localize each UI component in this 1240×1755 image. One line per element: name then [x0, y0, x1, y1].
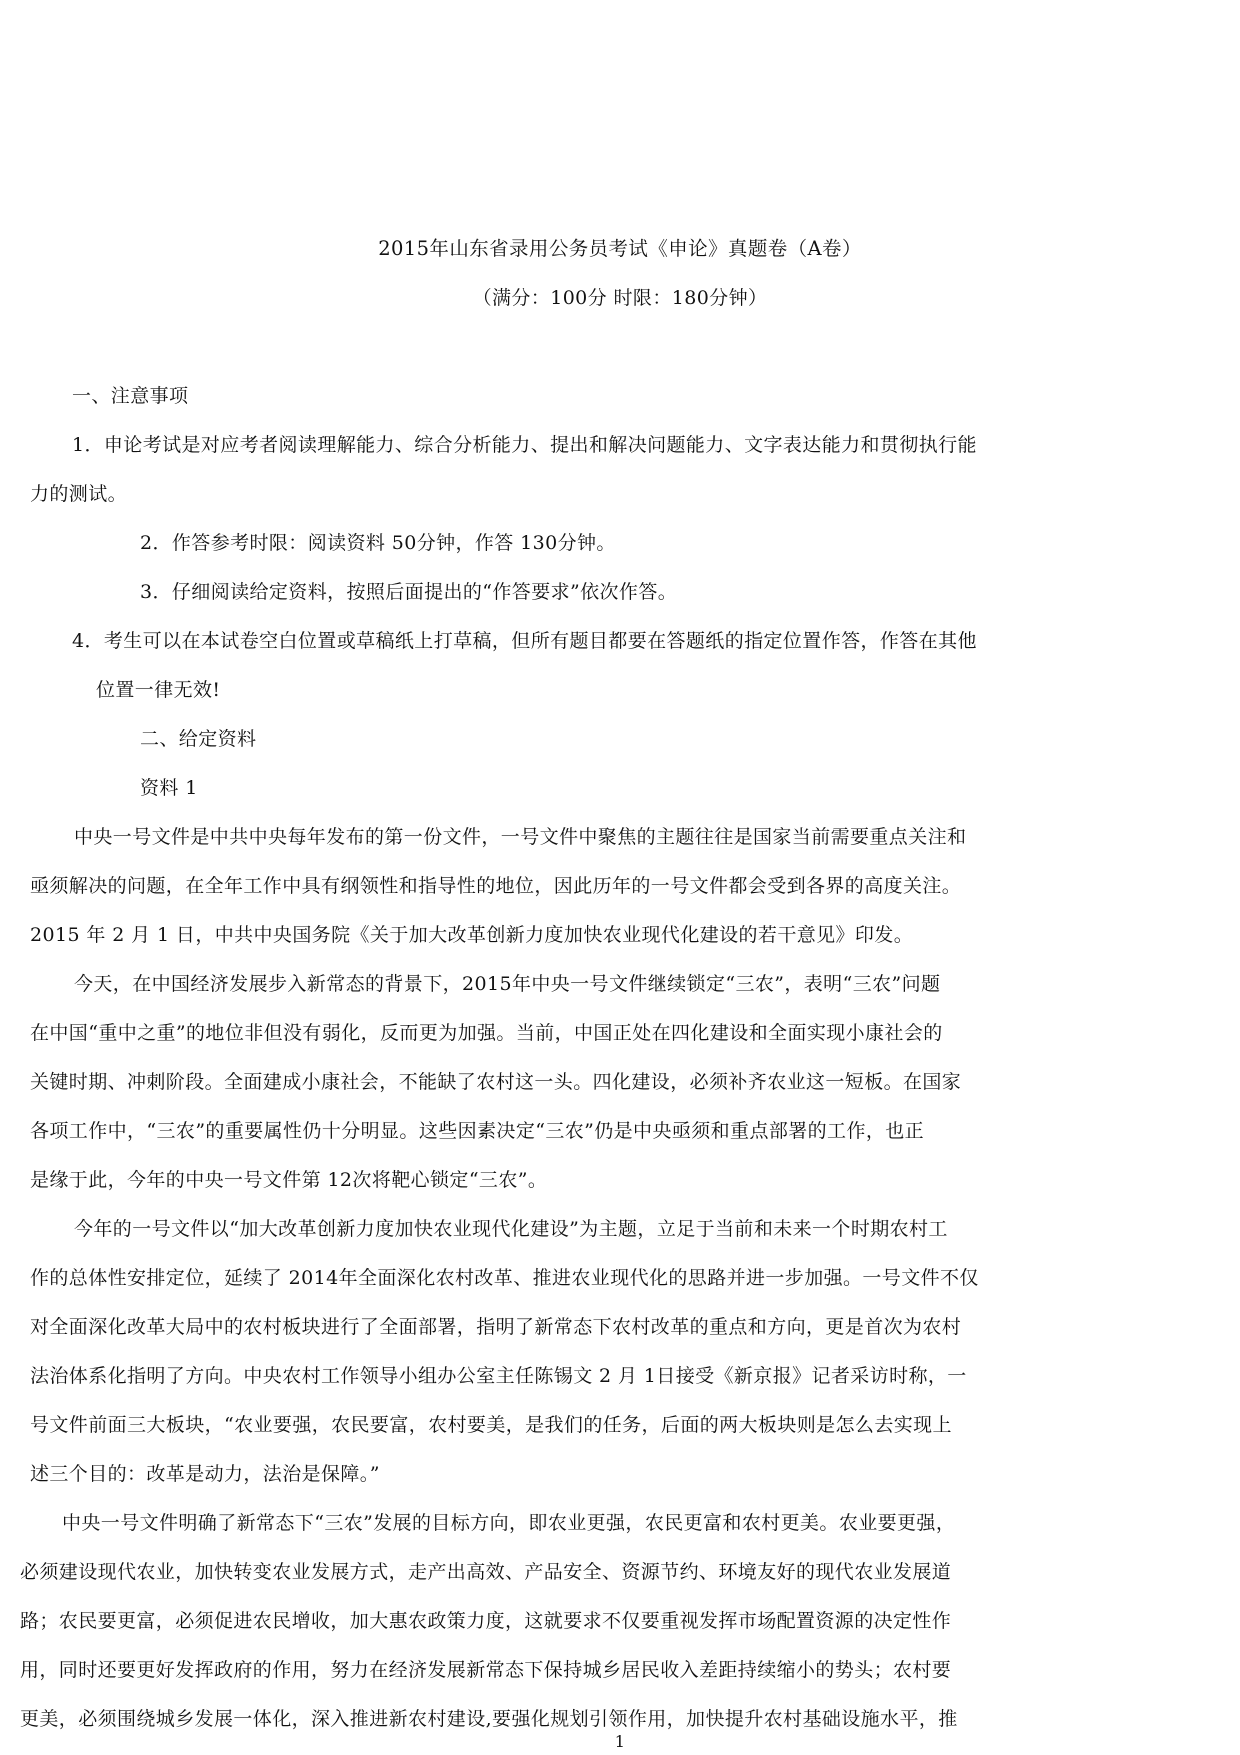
notice-item-3: 3．仔细阅读给定资料，按照后面提出的“作答要求”依次作答。	[140, 581, 678, 603]
materials-heading: 二、给定资料	[140, 728, 257, 750]
paragraph-2-line-4: 各项工作中，“三农”的重要属性仍十分明显。这些因素决定“三农”仍是中央亟须和重点部署的工作，也正	[30, 1120, 925, 1142]
paragraph-3-line-4: 法治体系化指明了方向。中央农村工作领导小组办公室主任陈锡文 2 月 1日接受《新京报》记者采访时称，一	[30, 1365, 967, 1387]
paragraph-1-line-1: 中央一号文件是中共中央每年发布的第一份文件，一号文件中聚焦的主题往往是国家当前需要重点关注和	[74, 826, 967, 848]
notice-item-4-line-2: 位置一律无效!	[96, 679, 221, 701]
paragraph-3-line-2: 作的总体性安排定位，延续了 2014年全面深化农村改革、推进农业现代化的思路并进一步加强。一号文件不仅	[30, 1267, 979, 1289]
paragraph-2-line-5: 是缘于此，今年的中央一号文件第 12次将靶心锁定“三农”。	[30, 1169, 548, 1191]
paragraph-4-line-1: 中央一号文件明确了新常态下“三农”发展的目标方向，即农业更强，农民更富和农村更美。农业要更强，	[62, 1512, 956, 1534]
notice-heading: 一、注意事项	[72, 385, 189, 407]
document-subtitle: （满分：100分 时限：180分钟）	[472, 287, 768, 309]
paragraph-4-line-2: 必须建设现代农业，加快转变农业发展方式，走产出高效、产品安全、资源节约、环境友好的现代农业发展道	[20, 1561, 952, 1583]
document-title: 2015年山东省录用公务员考试《申论》真题卷（A卷）	[378, 237, 862, 260]
paragraph-4-line-3: 路；农民要更富，必须促进农民增收，加大惠农政策力度，这就要求不仅要重视发挥市场配置资源的决定性作	[20, 1610, 952, 1632]
paragraph-2-line-2: 在中国“重中之重”的地位非但没有弱化，反而更为加强。当前，中国正处在四化建设和全面实现小康社会的	[30, 1022, 943, 1044]
paragraph-2-line-1: 今天，在中国经济发展步入新常态的背景下，2015年中央一号文件继续锁定“三农”，表明“三农”问题	[74, 973, 941, 995]
paragraph-1-line-3: 2015 年 2 月 1 日，中共中央国务院《关于加大改革创新力度加快农业现代化建设的若干意见》印发。	[30, 924, 914, 946]
paragraph-2-line-3: 关键时期、冲刺阶段。全面建成小康社会，不能缺了农村这一头。四化建设，必须补齐农业这一短板。在国家	[30, 1071, 962, 1093]
page-number: 1	[614, 1732, 626, 1751]
notice-item-1-line-1: 1．申论考试是对应考者阅读理解能力、综合分析能力、提出和解决问题能力、文字表达能力和贯彻执行能	[72, 434, 977, 456]
notice-item-2: 2．作答参考时限：阅读资料 50分钟，作答 130分钟。	[140, 532, 616, 554]
paragraph-3-line-3: 对全面深化改革大局中的农村板块进行了全面部署，指明了新常态下农村改革的重点和方向，更是首次为农村	[30, 1316, 962, 1338]
material-1-heading: 资料 1	[140, 777, 198, 799]
paragraph-4-line-5: 更美，必须围绕城乡发展一体化，深入推进新农村建设,要强化规划引领作用，加快提升农村基础设施水平，推	[20, 1708, 958, 1730]
paragraph-3-line-6: 述三个目的：改革是动力，法治是保障。”	[30, 1463, 380, 1485]
notice-item-4-line-1: 4．考生可以在本试卷空白位置或草稿纸上打草稿，但所有题目都要在答题纸的指定位置作答，作答在其他	[72, 630, 977, 652]
notice-item-1-line-2: 力的测试。	[30, 483, 128, 505]
paragraph-4-line-4: 用，同时还要更好发挥政府的作用，努力在经济发展新常态下保持城乡居民收入差距持续缩小的势头；农村要	[20, 1659, 952, 1681]
paragraph-1-line-2: 亟须解决的问题，在全年工作中具有纲领性和指导性的地位，因此历年的一号文件都会受到各界的高度关注。	[30, 875, 962, 897]
paragraph-3-line-5: 号文件前面三大板块，“农业要强，农民要富，农村要美，是我们的任务，后面的两大板块则是怎么去实现上	[30, 1414, 952, 1436]
paragraph-3-line-1: 今年的一号文件以“加大改革创新力度加快农业现代化建设”为主题，立足于当前和未来一个时期农村工	[74, 1218, 948, 1240]
